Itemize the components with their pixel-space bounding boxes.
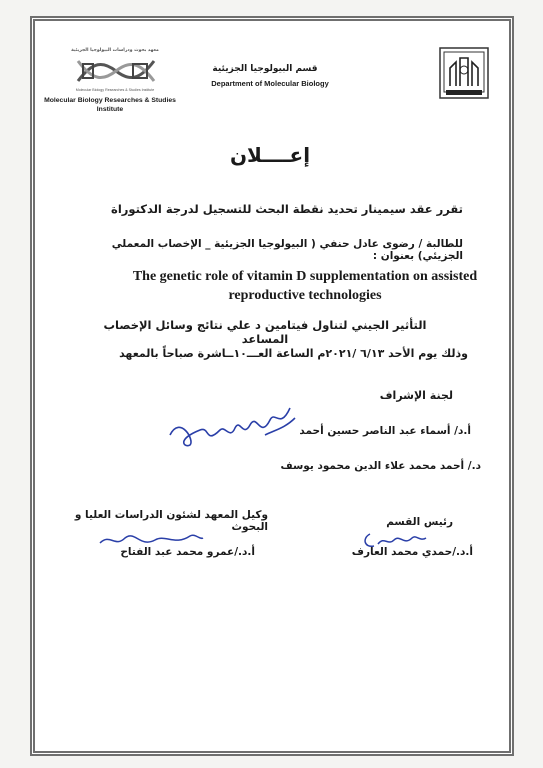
logo-arabic-text: معهد بحوث ودراسات البيولوجيا الجزيئية — [71, 48, 159, 53]
student-line: للطالبة / رضوى عادل حنفي ( البيولوجيا الجزيئية _ الإخصاب المعملي الجزيئي) بعنوان : — [111, 238, 463, 262]
institute-name: Molecular Biology Researches & Studies Institute — [44, 97, 176, 113]
department-head-name: أ.د./حمدي محمد العارف — [351, 546, 473, 558]
department-name-english: Department of Molecular Biology — [211, 79, 329, 88]
institute-logo — [55, 48, 175, 98]
committee-member-2: د./ أحمد محمد علاء الدين محمود يوسف — [280, 460, 481, 472]
announcement-heading: إعــــلان — [229, 143, 311, 167]
seminar-date-line: وذلك يوم الأحد ٦/١٣ /٢٠٢١م الساعة العـــ١٠ــاشرة صباحاً بالمعهد — [119, 347, 468, 360]
thesis-title-english: The genetic role of vitamin D supplementation on assisted reproductive technologies — [132, 269, 478, 303]
university-emblem-icon — [438, 46, 490, 100]
vice-dean-name: أ.د./عمرو محمد عبد الفتاح — [120, 546, 255, 558]
thesis-title-arabic: التأثير الجيني لتناول فيتامين د علي نتائج وسائل الإخصاب المساعد — [103, 318, 427, 346]
document-frame — [30, 16, 514, 756]
announcement-line-1: تقرر عقد سيمينار تحديد نقطة البحث للتسجيل لدرجة الدكتوراة — [111, 202, 463, 216]
department-head-title: رئيس القسم — [386, 516, 453, 528]
committee-title: لجنة الإشراف — [379, 389, 453, 402]
dna-logo-icon — [73, 56, 159, 86]
vice-dean-title: وكيل المعهد لشئون الدراسات العليا و البحوث — [74, 509, 268, 533]
committee-member-1: أ.د/ أسماء عبد الناصر حسين أحمد — [299, 425, 471, 437]
department-name-arabic: قسم البيولوجيا الجزيئية — [212, 64, 318, 74]
logo-english-subtext: Molecular Biology Researches & Studies Institute — [75, 88, 155, 92]
